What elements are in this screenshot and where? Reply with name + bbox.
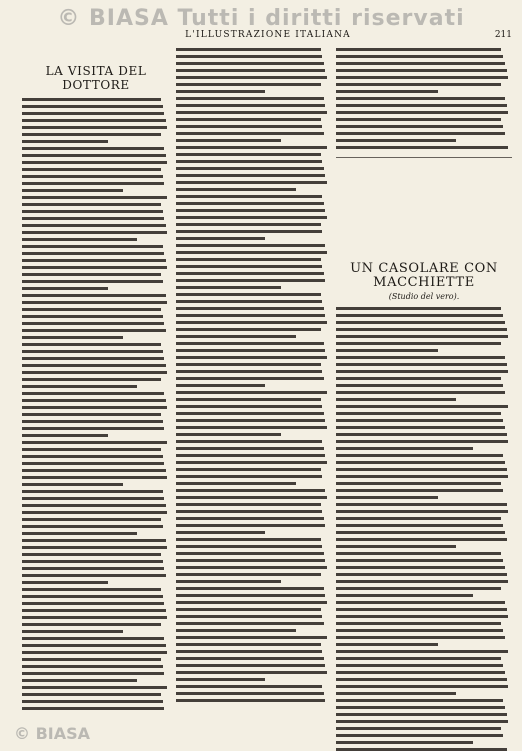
- text-line: [176, 699, 325, 702]
- text-line: [176, 587, 324, 590]
- text-line: [22, 434, 108, 437]
- text-line: [22, 672, 164, 675]
- text-line: [336, 307, 501, 310]
- text-line: [176, 223, 321, 226]
- text-line: [22, 189, 123, 192]
- text-line: [176, 300, 322, 303]
- text-line: [176, 608, 321, 611]
- column-left: [22, 48, 170, 724]
- text-line: [336, 76, 508, 79]
- text-line: [336, 615, 508, 618]
- text-line: [22, 266, 167, 269]
- text-line: [176, 664, 325, 667]
- text-line: [336, 580, 508, 583]
- text-line: [336, 643, 438, 646]
- text-line: [336, 573, 507, 576]
- text-line: [22, 280, 163, 283]
- text-line: [176, 426, 327, 429]
- text-line: [336, 349, 438, 352]
- text-line: [176, 111, 327, 114]
- text-line: [22, 154, 166, 157]
- text-line: [336, 125, 503, 128]
- text-line: [22, 707, 164, 710]
- text-line: [176, 629, 296, 632]
- text-line: [336, 524, 503, 527]
- text-line: [336, 650, 508, 653]
- text-line: [22, 455, 163, 458]
- text-line: [176, 90, 265, 93]
- text-line: [176, 244, 325, 247]
- text-line: [176, 272, 324, 275]
- column-middle: [176, 48, 330, 724]
- text-line: [336, 566, 505, 569]
- text-line: [336, 62, 505, 65]
- text-line: [22, 588, 161, 591]
- text-line: [336, 405, 508, 408]
- text-line: [176, 146, 327, 149]
- text-line: [176, 580, 281, 583]
- text-line: [336, 447, 473, 450]
- text-line: [336, 622, 501, 625]
- text-line: [176, 307, 324, 310]
- text-line: [22, 287, 108, 290]
- text-line: [176, 503, 321, 506]
- text-line: [176, 601, 327, 604]
- text-line: [176, 545, 322, 548]
- text-line: [176, 370, 322, 373]
- text-line: [176, 48, 321, 51]
- body-text-lines: [22, 98, 170, 710]
- text-line: [336, 398, 456, 401]
- text-line: [336, 83, 501, 86]
- text-line: [176, 594, 325, 597]
- text-line: [22, 364, 166, 367]
- text-line: [176, 384, 265, 387]
- article-subtitle: (Studio del vero).: [388, 292, 460, 301]
- text-line: [336, 468, 507, 471]
- text-line: [176, 97, 324, 100]
- text-line: [22, 630, 123, 633]
- text-line: [22, 385, 137, 388]
- divider: [336, 157, 512, 158]
- text-line: [22, 539, 166, 542]
- text-line: [22, 203, 161, 206]
- text-line: [176, 412, 324, 415]
- text-line: [336, 440, 508, 443]
- text-line: [176, 209, 325, 212]
- text-line: [22, 210, 163, 213]
- text-line: [176, 335, 296, 338]
- text-line: [176, 342, 324, 345]
- text-line: [22, 581, 108, 584]
- text-line: [22, 343, 161, 346]
- text-line: [22, 168, 161, 171]
- body-text-lines: [176, 48, 330, 702]
- text-line: [336, 412, 501, 415]
- text-line: [336, 720, 508, 723]
- text-line: [336, 139, 456, 142]
- text-line: [22, 567, 164, 570]
- page-number: 211: [494, 30, 512, 40]
- text-line: [176, 468, 321, 471]
- text-line: [176, 496, 327, 499]
- text-line: [336, 97, 505, 100]
- text-line: [22, 574, 166, 577]
- text-line: [22, 532, 137, 535]
- text-line: [22, 476, 167, 479]
- text-line: [176, 118, 321, 121]
- text-line: [176, 377, 324, 380]
- text-line: [22, 595, 163, 598]
- text-line: [176, 440, 322, 443]
- text-line: [22, 161, 167, 164]
- text-line: [336, 48, 501, 51]
- text-line: [176, 293, 321, 296]
- text-line: [336, 377, 501, 380]
- text-line: [336, 111, 508, 114]
- watermark-bottom: © BIASA: [14, 724, 91, 743]
- text-line: [22, 308, 161, 311]
- text-line: [336, 482, 501, 485]
- running-title: L'ILLUSTRAZIONE ITALIANA: [185, 30, 351, 40]
- text-line: [176, 181, 327, 184]
- text-line: [336, 314, 503, 317]
- text-line: [22, 119, 166, 122]
- text-line: [336, 552, 501, 555]
- text-line: [336, 713, 507, 716]
- text-line: [336, 118, 501, 121]
- text-line: [336, 678, 507, 681]
- body-text-lines: [336, 48, 512, 149]
- text-line: [176, 167, 324, 170]
- text-line: [336, 342, 501, 345]
- text-line: [22, 238, 137, 241]
- text-line: [336, 419, 503, 422]
- text-line: [22, 609, 166, 612]
- text-line: [336, 363, 507, 366]
- text-line: [336, 545, 456, 548]
- text-line: [176, 125, 322, 128]
- text-line: [176, 538, 321, 541]
- text-line: [336, 496, 438, 499]
- text-line: [176, 454, 325, 457]
- text-line: [176, 573, 321, 576]
- text-line: [22, 413, 161, 416]
- text-line: [22, 133, 161, 136]
- text-line: [22, 217, 164, 220]
- text-line: [176, 76, 327, 79]
- text-line: [176, 265, 322, 268]
- text-line: [176, 391, 327, 394]
- text-line: [336, 531, 505, 534]
- text-line: [336, 356, 505, 359]
- text-line: [22, 322, 164, 325]
- text-line: [176, 251, 327, 254]
- text-line: [176, 531, 265, 534]
- text-line: [176, 258, 321, 261]
- text-line: [176, 692, 324, 695]
- text-line: [336, 384, 503, 387]
- text-line: [176, 328, 321, 331]
- text-line: [22, 140, 108, 143]
- text-line: [176, 286, 281, 289]
- text-line: [176, 349, 325, 352]
- text-line: [22, 553, 161, 556]
- text-line: [176, 622, 324, 625]
- text-line: [336, 706, 505, 709]
- text-line: [22, 518, 161, 521]
- text-line: [336, 146, 508, 149]
- text-line: [176, 685, 322, 688]
- text-line: [176, 153, 321, 156]
- text-line: [22, 525, 163, 528]
- text-line: [336, 734, 503, 737]
- text-line: [176, 230, 322, 233]
- text-line: [22, 294, 166, 297]
- text-line: [176, 517, 324, 520]
- text-line: [176, 489, 325, 492]
- text-line: [336, 335, 508, 338]
- text-line: [176, 188, 296, 191]
- column-right: [336, 48, 512, 724]
- text-line: [176, 650, 322, 653]
- watermark-top: © BIASA Tutti i diritti riservati: [57, 6, 465, 31]
- text-line: [22, 315, 163, 318]
- text-line: [176, 314, 325, 317]
- text-line: [22, 98, 161, 101]
- text-line: [336, 489, 503, 492]
- text-line: [22, 441, 167, 444]
- text-line: [336, 657, 501, 660]
- text-line: [336, 692, 456, 695]
- text-line: [176, 62, 324, 65]
- text-line: [176, 139, 281, 142]
- text-line: [176, 419, 325, 422]
- text-line: [176, 356, 327, 359]
- text-line: [176, 566, 327, 569]
- text-line: [22, 126, 167, 129]
- text-line: [22, 371, 167, 374]
- text-line: [176, 104, 325, 107]
- text-line: [22, 273, 161, 276]
- text-line: [22, 700, 163, 703]
- text-line: [336, 475, 508, 478]
- text-line: [336, 671, 505, 674]
- text-line: [176, 559, 325, 562]
- text-line: [176, 160, 322, 163]
- text-line: [22, 637, 164, 640]
- text-line: [22, 196, 167, 199]
- text-line: [176, 321, 327, 324]
- text-line: [22, 462, 164, 465]
- text-line: [176, 475, 322, 478]
- text-line: [336, 503, 507, 506]
- text-line: [22, 357, 164, 360]
- text-line: [336, 727, 501, 730]
- text-line: [336, 559, 503, 562]
- text-line: [176, 510, 322, 513]
- text-line: [176, 643, 321, 646]
- text-line: [22, 350, 163, 353]
- text-line: [22, 392, 164, 395]
- text-line: [22, 448, 161, 451]
- text-line: [22, 399, 166, 402]
- text-line: [22, 406, 167, 409]
- text-line: [336, 426, 505, 429]
- text-line: [22, 336, 123, 339]
- text-line: [176, 55, 322, 58]
- text-line: [176, 132, 324, 135]
- text-line: [336, 370, 508, 373]
- text-line: [22, 252, 164, 255]
- text-line: [336, 699, 503, 702]
- text-line: [336, 461, 505, 464]
- text-line: [336, 454, 503, 457]
- text-line: [176, 174, 325, 177]
- text-line: [176, 671, 327, 674]
- text-line: [22, 105, 163, 108]
- text-line: [22, 483, 123, 486]
- text-line: [22, 490, 163, 493]
- text-line: [22, 112, 164, 115]
- text-line: [336, 685, 508, 688]
- text-line: [336, 538, 507, 541]
- text-line: [336, 104, 507, 107]
- text-line: [336, 594, 473, 597]
- text-line: [336, 433, 507, 436]
- text-line: [176, 398, 321, 401]
- text-line: [22, 378, 161, 381]
- text-line: [22, 301, 167, 304]
- text-line: [176, 216, 327, 219]
- text-line: [22, 329, 166, 332]
- text-line: [336, 55, 503, 58]
- text-line: [22, 686, 167, 689]
- text-line: [176, 405, 322, 408]
- text-line: [176, 482, 296, 485]
- text-line: [22, 231, 167, 234]
- article-title: UN CASOLARE CON MACCHIETTE: [350, 261, 498, 290]
- text-line: [22, 224, 166, 227]
- text-line: [22, 175, 163, 178]
- text-line: [176, 678, 265, 681]
- body-text-lines: [336, 307, 512, 751]
- text-line: [176, 69, 325, 72]
- text-line: [176, 83, 321, 86]
- text-line: [336, 517, 501, 520]
- text-line: [336, 608, 507, 611]
- text-line: [336, 69, 507, 72]
- text-line: [336, 321, 505, 324]
- text-line: [336, 132, 505, 135]
- text-line: [176, 615, 322, 618]
- text-line: [22, 616, 167, 619]
- page-header: [24, 30, 512, 42]
- text-line: [336, 90, 438, 93]
- text-line: [22, 658, 161, 661]
- text-line: [22, 427, 164, 430]
- text-line: [336, 587, 501, 590]
- text-line: [176, 552, 324, 555]
- text-line: [22, 497, 164, 500]
- text-line: [176, 657, 324, 660]
- text-line: [176, 447, 324, 450]
- text-line: [22, 511, 167, 514]
- text-line: [336, 601, 505, 604]
- text-line: [22, 644, 166, 647]
- text-line: [176, 636, 327, 639]
- text-line: [176, 433, 281, 436]
- text-line: [22, 245, 163, 248]
- text-line: [336, 391, 505, 394]
- text-line: [22, 420, 163, 423]
- article-title: LA VISITA DEL DOTTORE: [45, 64, 147, 92]
- text-line: [22, 182, 164, 185]
- text-line: [176, 524, 325, 527]
- text-line: [22, 623, 161, 626]
- text-line: [22, 693, 161, 696]
- text-line: [336, 629, 503, 632]
- text-line: [22, 665, 163, 668]
- text-line: [22, 504, 166, 507]
- text-line: [336, 664, 503, 667]
- text-line: [176, 202, 324, 205]
- text-line: [176, 363, 321, 366]
- text-line: [22, 679, 137, 682]
- text-line: [176, 237, 265, 240]
- text-line: [22, 259, 166, 262]
- text-line: [176, 195, 322, 198]
- text-line: [22, 147, 164, 150]
- text-line: [176, 279, 325, 282]
- text-line: [22, 546, 167, 549]
- text-line: [176, 461, 327, 464]
- text-line: [22, 651, 167, 654]
- text-line: [22, 560, 163, 563]
- text-line: [22, 469, 166, 472]
- text-line: [22, 602, 164, 605]
- text-line: [336, 636, 505, 639]
- text-line: [336, 328, 507, 331]
- text-line: [336, 510, 508, 513]
